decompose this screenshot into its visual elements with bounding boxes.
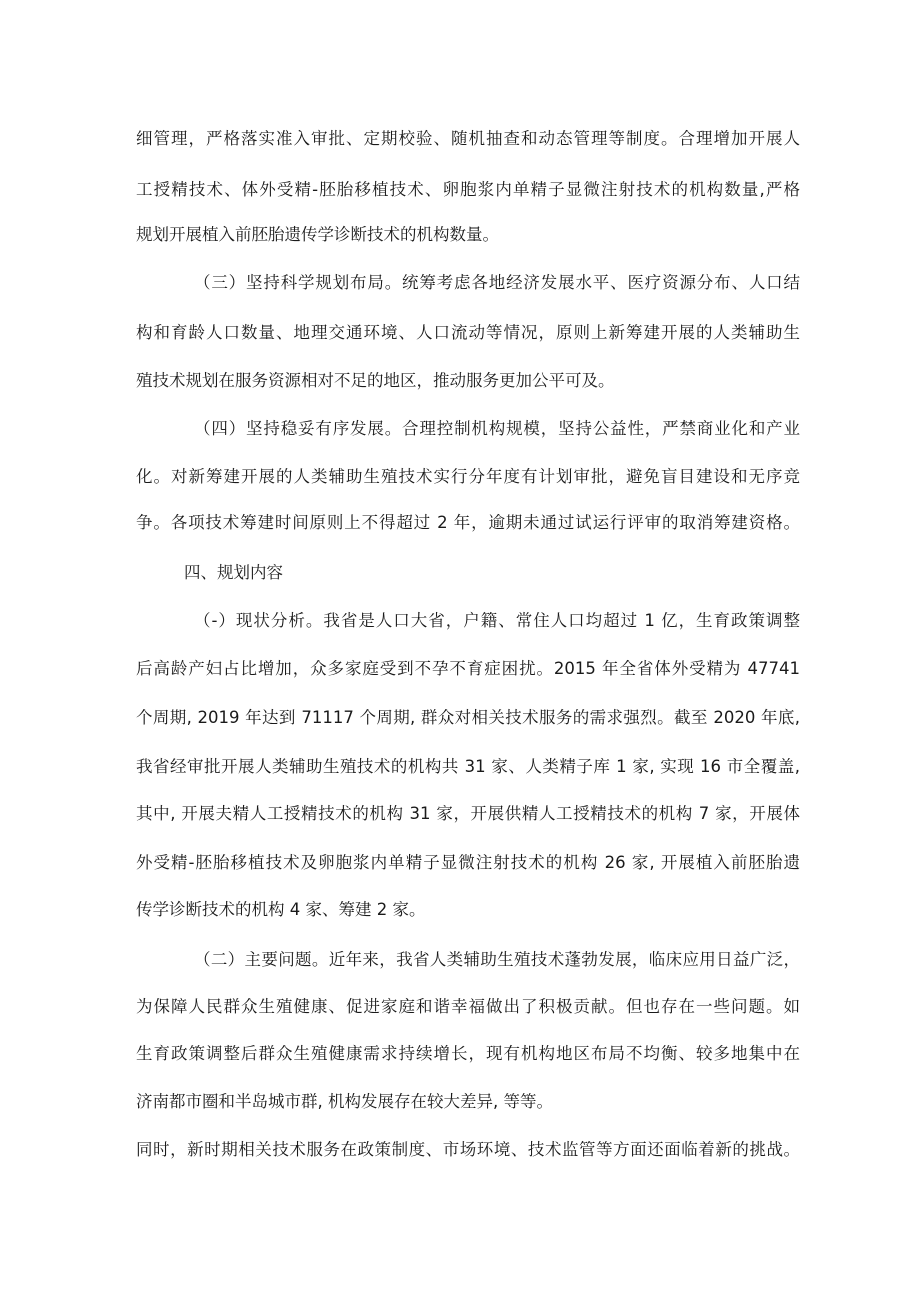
section-heading: 四、规划内容 [184, 563, 283, 582]
paragraph-line: 为保障人民群众生殖健康、促进家庭和谐幸福做出了积极贡献。但也存在一些问题。如 [136, 997, 800, 1016]
paragraph-line: 济南都市圈和半岛城市群, 机构发展存在较大差异, 等等。 [136, 1092, 553, 1111]
paragraph-line: 殖技术规划在服务资源相对不足的地区，推动服务更加公平可及。 [136, 371, 615, 390]
paragraph-line: （-）现状分析。我省是人口大省，户籍、常住人口均超过 1 亿，生育政策调整 [194, 611, 800, 630]
paragraph-line: 化。对新筹建开展的人类辅助生殖技术实行分年度有计划审批，避免盲目建设和无序竞 [136, 467, 800, 486]
paragraph-line: 生育政策调整后群众生殖健康需求持续增长，现有机构地区布局不均衡、较多地集中在 [136, 1044, 800, 1063]
paragraph-line: 工授精技术、体外受精-胚胎移植技术、卵胞浆内单精子显微注射技术的机构数量,严格 [136, 180, 800, 199]
paragraph-line: 争。各项技术筹建时间原则上不得超过 2 年，逾期未通过试运行评审的取消筹建资格。 [136, 513, 800, 532]
paragraph-line: 传学诊断技术的机构 4 家、筹建 2 家。 [136, 900, 426, 919]
paragraph-line: 其中, 开展夫精人工授精技术的机构 31 家，开展供精人工授精技术的机构 7 家，开展体 [136, 804, 800, 823]
paragraph-line: 细管理，严格落实准入审批、定期校验、随机抽查和动态管理等制度。合理增加开展人 [136, 129, 800, 148]
paragraph-line: 个周期, 2019 年达到 71117 个周期, 群众对相关技术服务的需求强烈。截至 2020 年底, [136, 708, 800, 727]
paragraph-line: 同时，新时期相关技术服务在政策制度、市场环境、技术监管等方面还面临着新的挑战。 [136, 1140, 800, 1159]
paragraph-line: 后高龄产妇占比增加，众多家庭受到不孕不育症困扰。2015 年全省体外受精为 47741 [136, 659, 800, 678]
paragraph-line: 构和育龄人口数量、地理交通环境、人口流动等情况，原则上新筹建开展的人类辅助生 [136, 323, 800, 342]
paragraph-line: 我省经审批开展人类辅助生殖技术的机构共 31 家、人类精子库 1 家, 实现 16 市全覆盖, [136, 757, 800, 776]
paragraph-line: （二）主要问题。近年来，我省人类辅助生殖技术蓬勃发展，临床应用日益广泛， [194, 950, 800, 969]
paragraph-line: 规划开展植入前胚胎遗传学诊断技术的机构数量。 [136, 225, 499, 244]
paragraph-line: （四）坚持稳妥有序发展。合理控制机构规模，坚持公益性，严禁商业化和产业 [194, 419, 800, 438]
paragraph-line: （三）坚持科学规划布局。统筹考虑各地经济发展水平、医疗资源分布、人口结 [194, 273, 800, 292]
paragraph-line: 外受精-胚胎移植技术及卵胞浆内单精子显微注射技术的机构 26 家, 开展植入前胚胎遗 [136, 853, 800, 872]
